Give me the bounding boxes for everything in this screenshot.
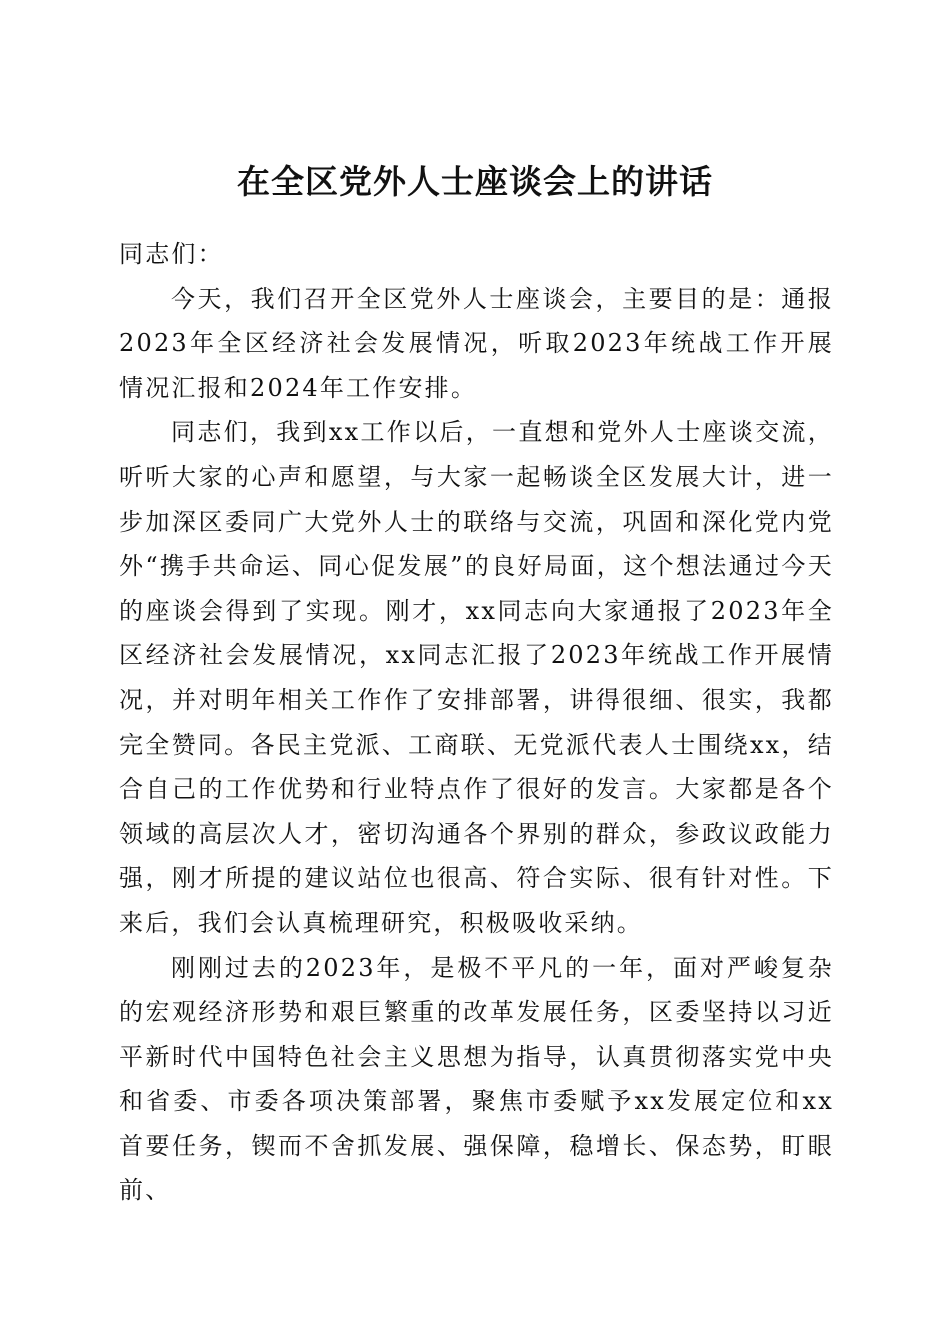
paragraph-3: 刚刚过去的2023年，是极不平凡的一年，面对严峻复杂的宏观经济形势和艰巨繁重的改革发展任务，区委坚持以习近平新时代中国特色社会主义思想为指导，认真贯彻落实党中央和省委、市委各项决策部署，聚焦市委赋予xx发展定位和xx首要任务，锲而不舍抓发展、强保障，稳增长、保态势，盯眼前、 — [119, 953, 834, 1205]
paragraph-2: 同志们，我到xx工作以后，一直想和党外人士座谈交流，听听大家的心声和愿望，与大家一起畅谈全区发展大计，进一步加深区委同广大党外人士的联络与交流，巩固和深化党内党外“携手共命运、同心促发展”的良好局面，这个想法通过今天的座谈会得到了实现。刚才，xx同志向大家通报了2023年全区经济社会发展情况，xx同志汇报了2023年统战工作开展情况，并对明年相关工作作了安排部署，讲得很细、很实，我都完全赞同。各民主党派、工商联、无党派代表人士围绕xx，结合自己的工作优势和行业特点作了很好的发言。大家都是各个领域的高层次人才，密切沟通各个界别的群众，参政议政能力强，刚才所提的建议站位也很高、符合实际、很有针对性。下来后，我们会认真梳理研究，积极吸收采纳。 — [119, 418, 834, 937]
document-body — [119, 232, 834, 1213]
paragraph-1: 今天，我们召开全区党外人士座谈会，主要目的是：通报2023年全区经济社会发展情况，听取2023年统战工作开展情况汇报和2024年工作安排。 — [119, 284, 834, 402]
salutation: 同志们： — [119, 240, 224, 268]
document-title: 在全区党外人士座谈会上的讲话 — [237, 162, 713, 202]
